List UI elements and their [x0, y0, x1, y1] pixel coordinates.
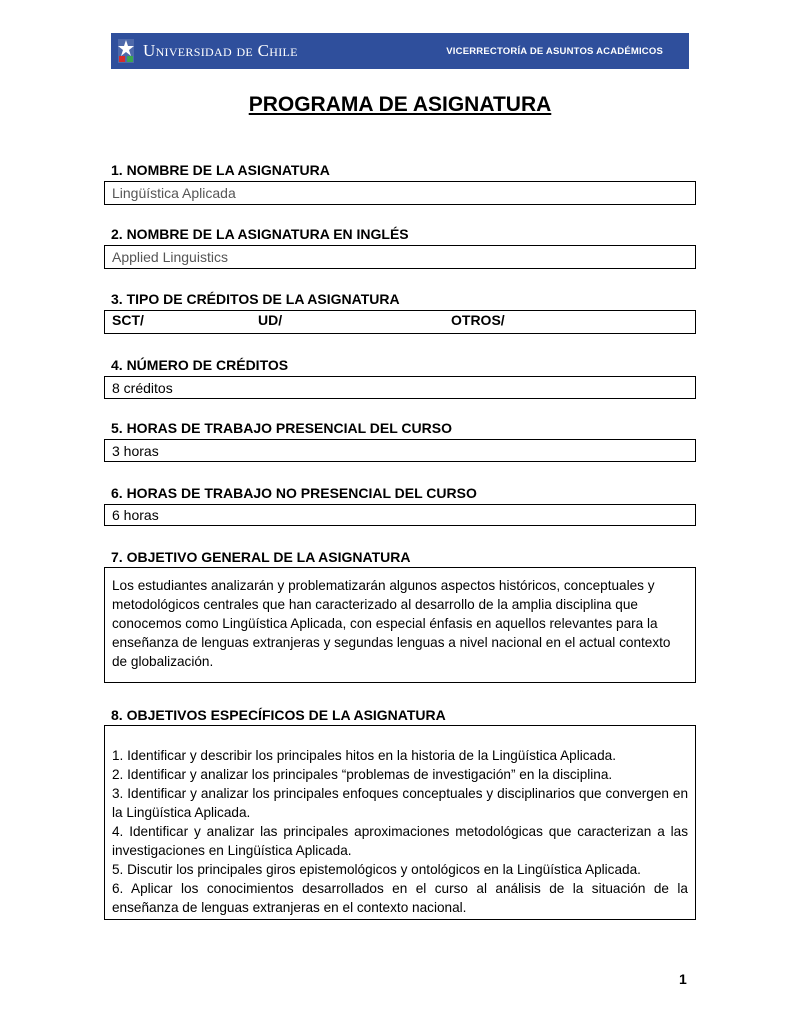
university-crest-icon	[117, 38, 135, 64]
section-5-value: 3 horas	[104, 439, 696, 462]
section-4-label: 4. NÚMERO DE CRÉDITOS	[111, 357, 289, 373]
credit-type-box	[104, 310, 696, 334]
page-number: 1	[679, 971, 687, 987]
credit-type-sct: SCT/	[112, 312, 144, 328]
general-objective-text: Los estudiantes analizarán y problematizarán algunos aspectos históricos, conceptuales y metodológicos centrales que han caracterizado al desarrollo de la amplia disciplina que conocemos como Lingüística Aplicada, con especial énfasis en aquellos relevantes para la enseñanza de lenguas extranjeras y segundas lenguas a nivel nacional en el actual contexto de globalización.	[112, 578, 671, 669]
specific-objective-item: 3. Identificar y analizar los principales enfoques conceptuales y disciplinarios que convergen en la Lingüística Aplicada.	[112, 786, 688, 820]
section-3-label: 3. TIPO DE CRÉDITOS DE LA ASIGNATURA	[111, 291, 400, 307]
specific-objective-item: 5. Discutir los principales giros epistemológicos y ontológicos en la Lingüística Aplicada.	[112, 862, 641, 877]
section-5-label: 5. HORAS DE TRABAJO PRESENCIAL DEL CURSO	[111, 420, 452, 436]
section-2-label: 2. NOMBRE DE LA ASIGNATURA EN INGLÉS	[111, 226, 409, 242]
section-6-label: 6. HORAS DE TRABAJO NO PRESENCIAL DEL CURSO	[111, 485, 477, 501]
university-name: Universidad de Chile	[143, 41, 298, 60]
section-1-value: Lingüística Aplicada	[104, 181, 696, 205]
specific-objective-item: 1. Identificar y describir los principales hitos en la historia de la Lingüística Aplicada.	[112, 748, 616, 763]
section-2-value: Applied Linguistics	[104, 245, 696, 269]
page-title: PROGRAMA DE ASIGNATURA	[248, 93, 552, 116]
section-1-label: 1. NOMBRE DE LA ASIGNATURA	[111, 162, 330, 178]
section-7-box	[104, 567, 696, 683]
section-6-value: 6 horas	[104, 504, 696, 526]
header-banner	[111, 33, 689, 69]
specific-objective-item: 2. Identificar y analizar los principales “problemas de investigación” en la disciplina.	[112, 767, 613, 782]
credit-type-otros: OTROS/	[451, 312, 505, 328]
office-name: VICERRECTORÍA DE ASUNTOS ACADÉMICOS	[446, 45, 663, 57]
credit-type-ud: UD/	[258, 312, 283, 328]
section-4-value: 8 créditos	[104, 376, 696, 399]
section-7-label: 7. OBJETIVO GENERAL DE LA ASIGNATURA	[111, 549, 411, 565]
specific-objective-item: 4. Identificar y analizar las principales aproximaciones metodológicas que caracterizan a las investigaciones en Lingüística Aplicada.	[112, 824, 688, 858]
section-8-box	[104, 725, 696, 920]
section-8-label: 8. OBJETIVOS ESPECÍFICOS DE LA ASIGNATURA	[111, 707, 446, 723]
specific-objective-item: 6. Aplicar los conocimientos desarrollados en el curso al análisis de la situación de la enseñanza de lenguas extranjeras en el contexto nacional.	[112, 881, 688, 915]
